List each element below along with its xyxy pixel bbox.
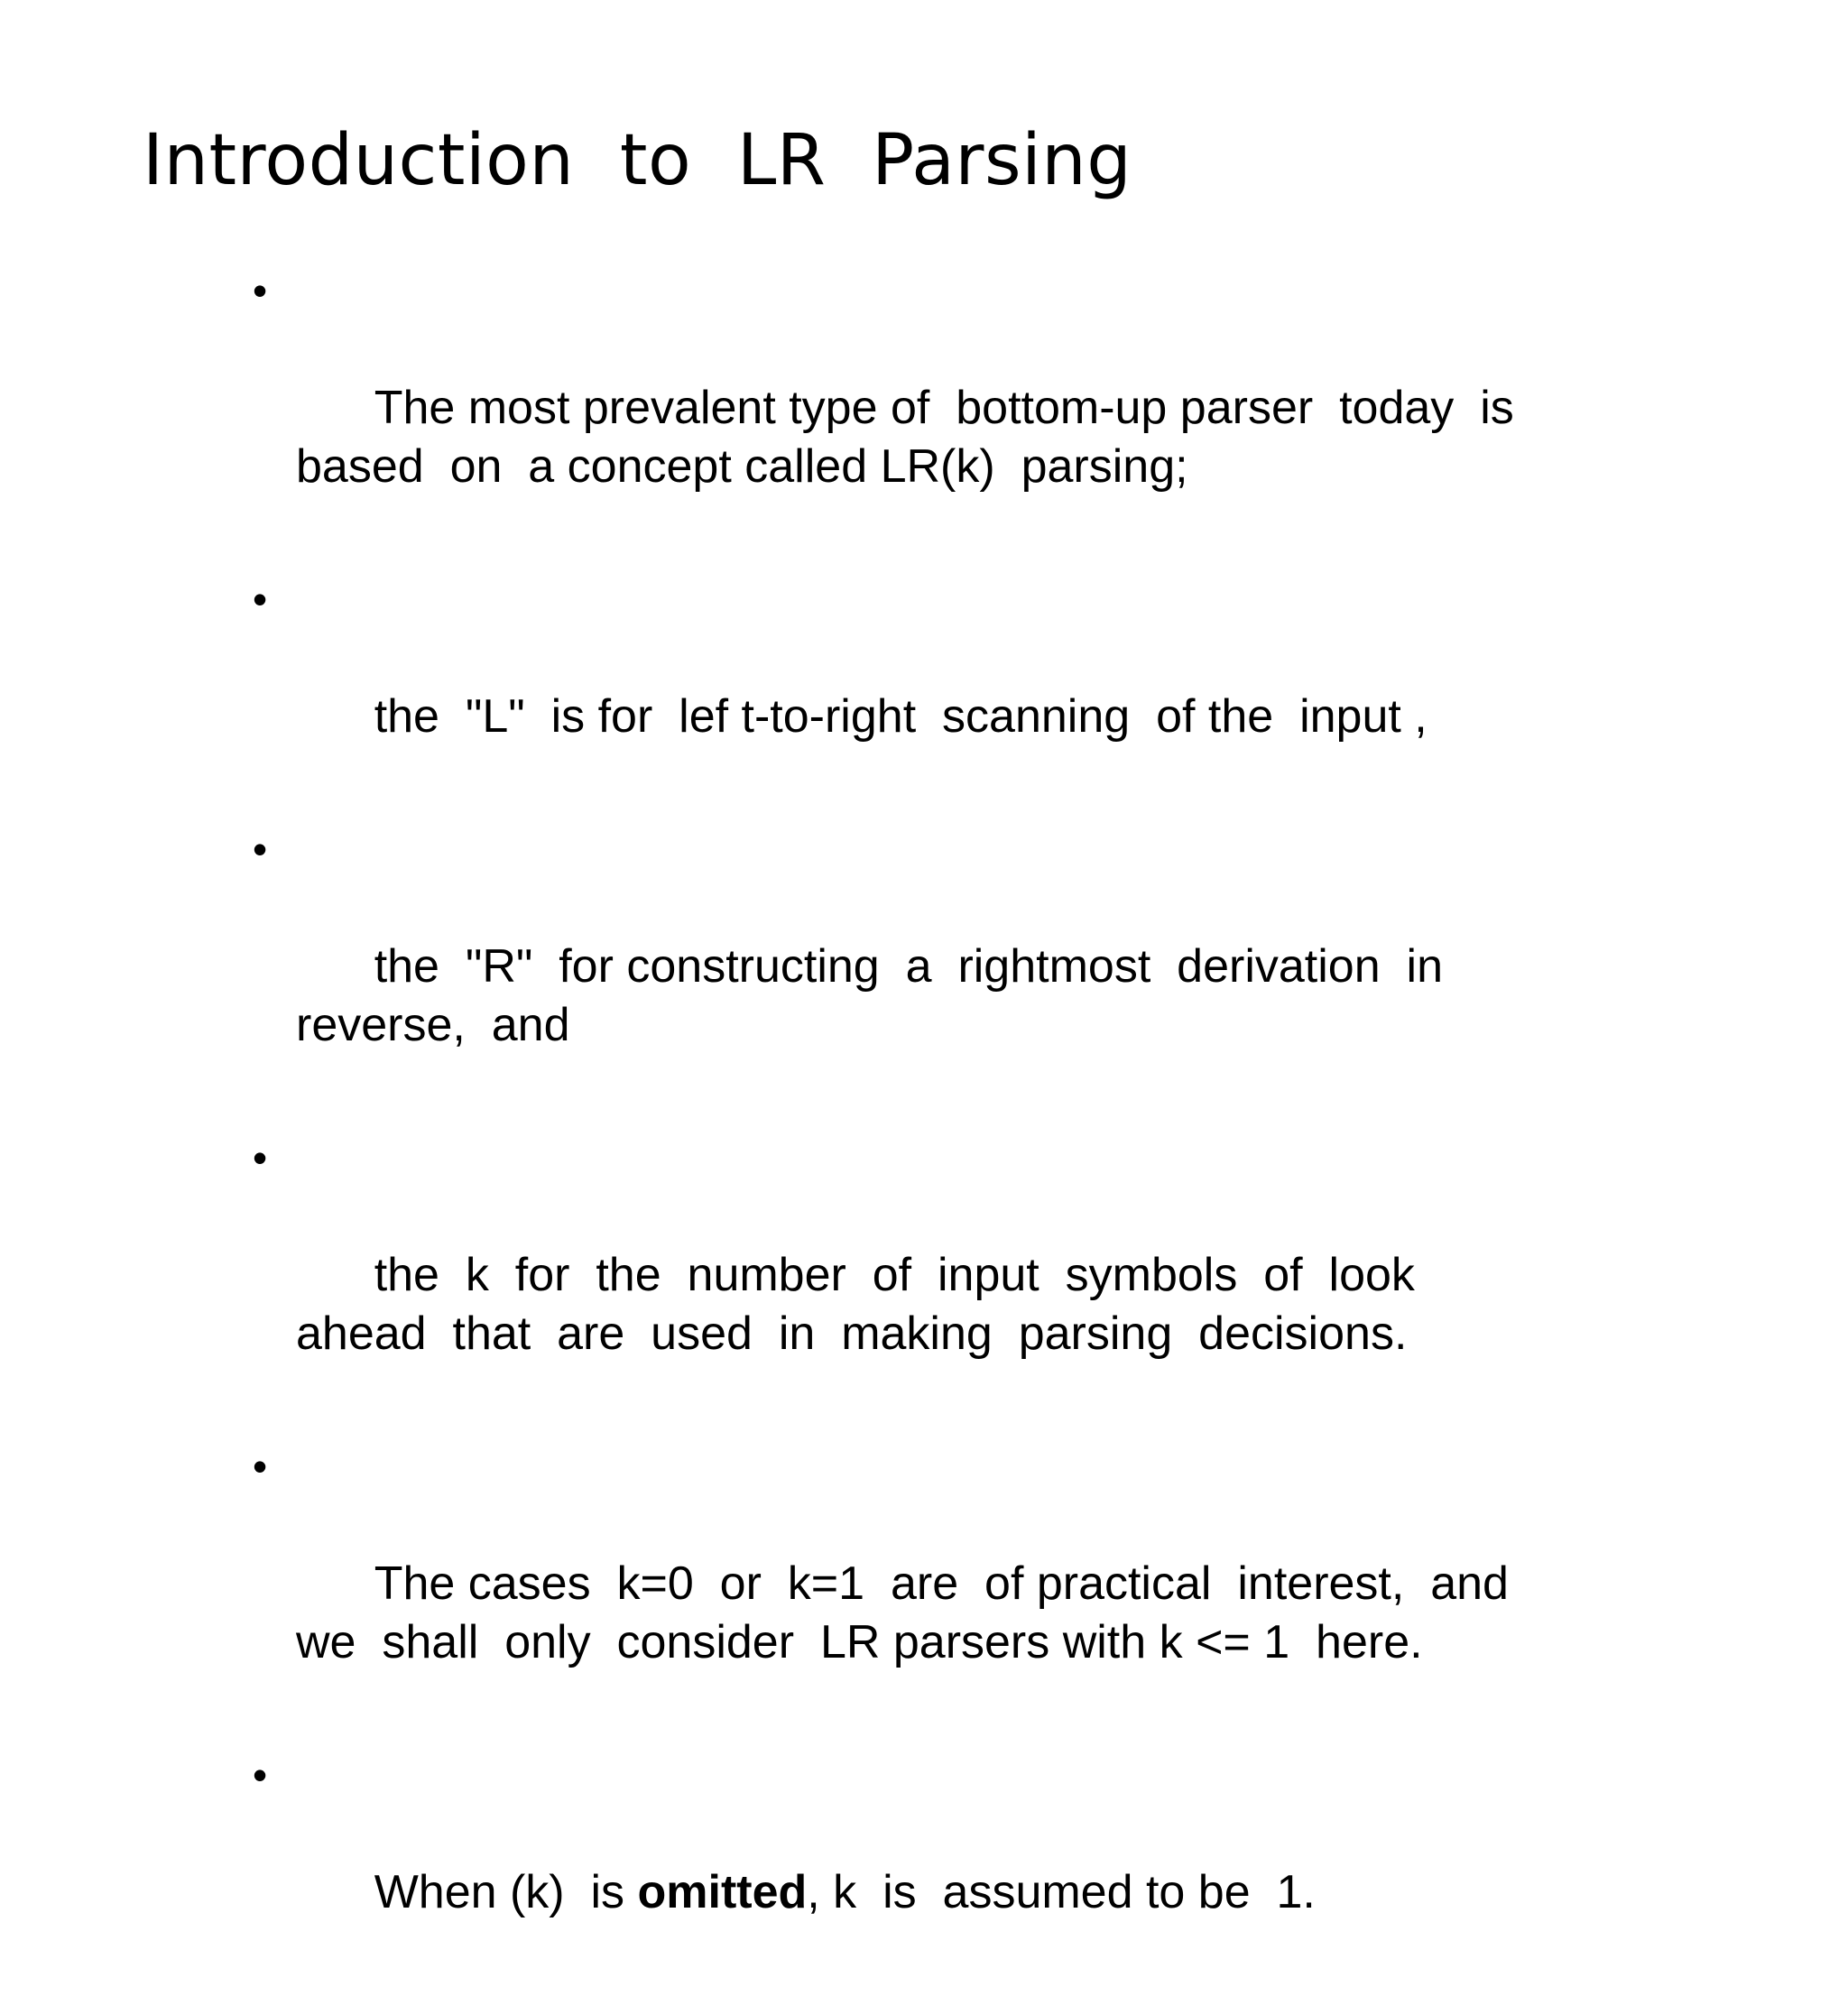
bullet-dot-icon: • [253,1443,268,1490]
bold-term: omitted [637,1866,808,1918]
bullet-list [253,262,1534,1996]
bullet-text [296,940,1443,1051]
bullet-dot-icon: • [253,1134,268,1181]
bullet-item [253,820,1534,1114]
bullet-item [253,1437,1534,1731]
bullet-line: The most prevalent type of bottom-up parser today is [374,382,1514,434]
bullet-text [296,1249,1415,1360]
bullet-text-segment: , k is assumed to be 1. [807,1866,1316,1918]
bullet-line: we shall only consider LR parsers with k <= 1 here. [296,1616,1423,1668]
bullet-item [253,1746,1534,1981]
bullet-line: the k for the number of input symbols of look [374,1249,1415,1301]
bullet-line: reverse, and [296,999,570,1051]
bullet-item [253,1129,1534,1422]
slide-title: Introduction to LR Parsing [143,120,1132,201]
bullet-text [296,382,1514,493]
bullet-dot-icon: • [253,267,268,314]
bullet-text [374,1866,1316,1918]
bullet-line: ahead that are used in making parsing decisions. [296,1308,1408,1360]
bullet-text [296,1557,1509,1668]
bullet-dot-icon: • [253,826,268,873]
bullet-line: the "L" is for lef t-to-right scanning of the input , [374,690,1428,743]
bullet-dot-icon: • [253,1751,268,1798]
bullet-text-segment: When (k) is [374,1866,638,1918]
bullet-line: the "R" for constructing a rightmost derivation in [374,940,1444,993]
bullet-line: based on a concept called LR(k) parsing; [296,440,1188,493]
bullet-dot-icon: • [253,576,268,623]
bullet-item [253,262,1534,555]
bullet-item [253,570,1534,805]
bullet-text [374,690,1428,743]
bullet-line: The cases k=0 or k=1 are of practical interest, and [374,1557,1509,1610]
